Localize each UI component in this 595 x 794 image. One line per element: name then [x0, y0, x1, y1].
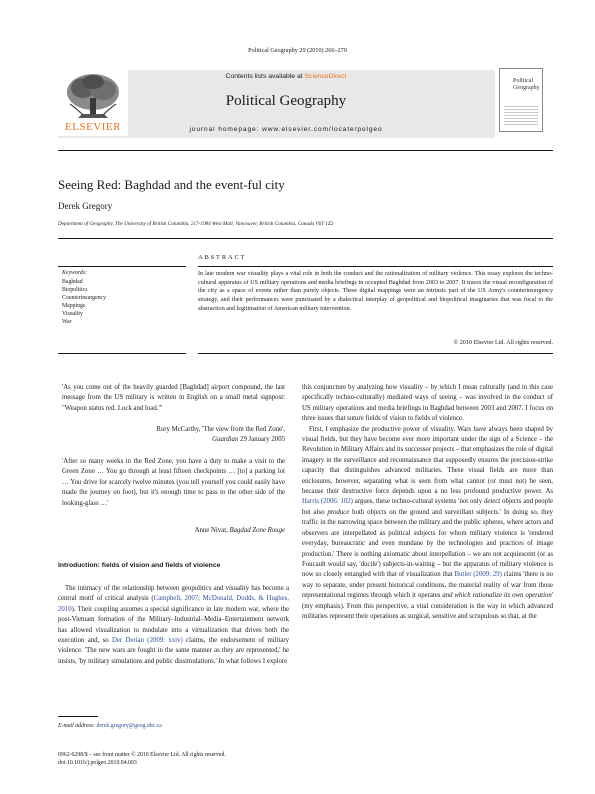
text-span: The intimacy of the relationship between geopolitics and visuality has become a central motif of critical analysis ( — [58, 585, 289, 603]
epigraph-1-date: 29 January 2005 — [238, 436, 285, 444]
paragraph — [58, 584, 289, 667]
epigraph-2-source: Bagdad Zone Rouge — [229, 527, 285, 534]
contents-line — [140, 73, 432, 80]
article-title: Seeing Red: Baghdad and the event-ful city — [58, 177, 285, 192]
keywords-list — [62, 278, 106, 326]
title-rule — [58, 238, 553, 239]
footnote-rule — [58, 716, 98, 717]
email-label: E-mail address: — [58, 723, 97, 729]
right-column-body — [302, 383, 553, 622]
keyword-item: Mappings — [62, 303, 86, 309]
author-affiliation: Department of Geography, The University of British Columbia, 217-1984 West Mall, Vancouver, British Columbia, Canada V6T 1Z2 — [58, 221, 334, 227]
citation-link[interactable]: Harris (2006: 102) — [302, 498, 353, 506]
elsevier-logo — [58, 68, 128, 136]
author-email — [58, 723, 162, 729]
keyword-item: Baghdad — [62, 279, 83, 285]
epigraph-2-attribution — [62, 526, 285, 536]
epigraph-2-author: Anne Nivat, — [194, 527, 230, 534]
epigraph-2: 'After so many weeks in the Red Zone, you have a duty to make a visit to the Green Zone … You go through at least fifteen checkpoints … [to] a parking lot … You drive for scarcely twelve minutes (you tell yourself you could easily have made the journey on foot), but it's enough time to pass to the other side of the looking-glass …' — [62, 458, 285, 507]
text-span: claims 'there is no way to separate, under present historical conditions, the material reality of war from those representational regimes through which it operates — [302, 571, 553, 600]
emphasis: and which rationalize its own operation — [442, 592, 552, 600]
text-span: objects and people but also — [302, 498, 553, 516]
emphasis: produce — [327, 508, 350, 516]
elsevier-wordmark: ELSEVIER — [65, 121, 121, 133]
abstract-text: In late modern war visuality plays a vital role in both the conduct and the rationalization of military violence. This essay explores the techno-cultural apparatus of US military operations and media briefings in occupied Baghdad from 2003 to 2007. It traces the visual reconfiguration of the city as a space of events rather than purely objects. These digital mappings were an intrinsic part of the US Army's counterinsurgency strategy, and their performances were punctuated by a dialectical interplay of geopolitical and biopolitical imaginaries that was focal to the abstraction and legitimation of American military intervention. — [198, 271, 553, 312]
issn-line: 0962-6298/$ – see front matter © 2010 Elsevier Ltd. All rights reserved. — [58, 752, 226, 758]
text-span: First, I emphasize the productive power of visuality. Wars have always been shaped by visual fields, but they have become ever more important under the sign of a Science – the Revolution in Military Affairs and its successor projects – that emphasizes the role of digital imagery in the surveillance and reconnaissance that supposedly ensures the precision-strike capacity that distinguishes advanced militaries. These visual fields are more than enclosures, however, separating what is seen from what cannot (or must not) be seen, because their destructive force depends upon a no less profound productive power. As — [302, 425, 553, 496]
keyword-item: Biopolitics — [62, 287, 88, 293]
header-rule — [58, 150, 553, 151]
keyword-item: Visuality — [62, 311, 83, 317]
text-span: ). Their coupling assumes a special significance in late modern war, where the post-Vietnam formation of the Military–Industrial–Media–Entertainment network has allowed visualization to modulate into a virtualization that drives both the execution and, so — [58, 605, 289, 645]
doi-line[interactable]: doi:10.1016/j.polgeo.2010.04.003 — [58, 759, 137, 766]
text-span: claims, the endorsement of military violence. 'The new wars are fought in the same manner as they are represented,' he insists, 'by military simulations and public dissimulations.' In what follows I explore — [58, 637, 290, 665]
keywords-heading: Keywords: — [62, 270, 87, 276]
journal-citation: Political Geography 29 (2010) 266–279 — [248, 47, 347, 54]
section-heading: Introduction: fields of vision and fields of violence — [58, 562, 221, 569]
keywords-box — [58, 266, 186, 354]
emphasis: detect — [483, 498, 501, 506]
text-span: argues, these techno-cultural systems 'not only — [352, 498, 484, 506]
keyword-item: Counterinsurgency — [62, 295, 107, 301]
cover-decoration — [504, 104, 538, 126]
citation-link[interactable]: Campbell, 2007; McDonald, Dodds, & Hughes, 2010 — [58, 595, 290, 613]
cover-title: Political Geography — [513, 78, 540, 91]
article-author: Derek Gregory — [58, 201, 113, 211]
left-column-body — [58, 584, 289, 667]
text-span: both objects on the ground and surveillant subjects.' In doing so, they traffic in the narrowing space between the military and the public spheres, where actors and observers are interpellated as political subjects for whom military violence is 'rendered everyday, bureaucratic and even mundane by the technologies and practices of image production.' There is nothing axiomatic about interpellation – we are not acquiescent (or as Foucault would say, 'docile') subjects-in-waiting – but the apparatus of military violence is now so closely entangled with that of visualization that — [302, 508, 553, 579]
text-span: ' (my emphasis). From this perspective, a vital consideration is the way in which advanced militaries represent their operations as surgical, sensitive and scrupulous so that, at the — [302, 592, 553, 620]
issn-doi — [58, 752, 226, 767]
abstract-copyright: © 2010 Elsevier Ltd. All rights reserved. — [453, 340, 553, 346]
epigraph-1: 'As you come out of the heavily guarded [Baghdad] airport compound, the last message from the US military is written in English on a small metal signpost: "Weapon status red. Lock and load."' — [62, 384, 285, 412]
citation-link[interactable]: Der Derian (2009: xxiv) — [111, 637, 183, 645]
abstract-heading: ABSTRACT — [198, 254, 247, 261]
sciencedirect-link[interactable]: ScienceDirect — [304, 73, 347, 80]
epigraph-1-attribution — [62, 425, 285, 446]
keyword-item: War — [62, 319, 72, 325]
journal-title: Political Geography — [225, 93, 347, 109]
paragraph: this conjuncture by analyzing how visuality – by which I mean culturally (and in this case specifically techno-culturally) mediated ways of seeing – was involved in the conduct of US military operations and media briefings in Baghdad between 2003 and 2007. I focus on three issues that suture fields of vision to fields of violence. — [302, 384, 553, 423]
citation-link[interactable]: Butler (2009: 29) — [454, 571, 502, 579]
contents-prefix: Contents lists available at — [225, 73, 305, 80]
email-link[interactable]: derek.gregory@geog.ubc.ca — [96, 723, 162, 729]
journal-cover-thumbnail — [499, 68, 543, 132]
journal-homepage-link[interactable]: journal homepage: www.elsevier.com/locate/polgeo — [189, 126, 383, 133]
epigraph-1-author: Rory McCarthy, 'The view from the Red Zone', — [156, 426, 285, 433]
abstract-box — [198, 266, 553, 354]
paragraph — [302, 425, 553, 623]
epigraph-1-source: Guardian — [212, 436, 239, 444]
